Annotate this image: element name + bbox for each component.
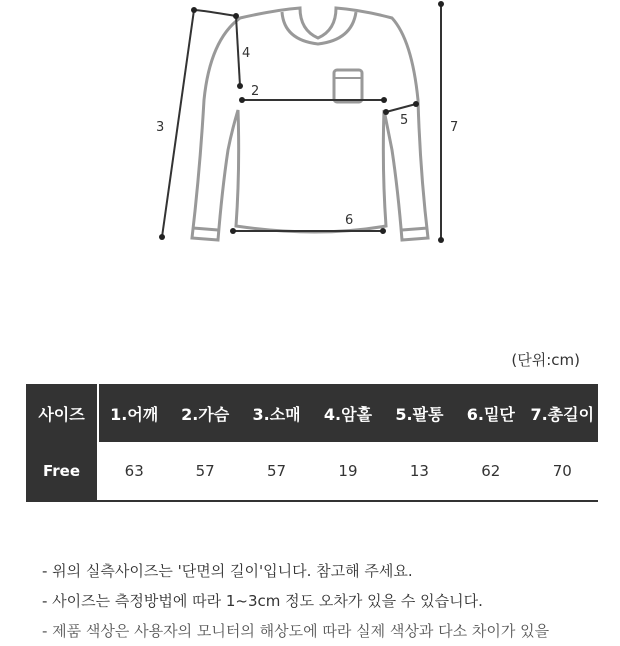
measure-dot	[230, 228, 236, 234]
value-sleeve-width: 13	[384, 442, 455, 501]
note-item: - 사이즈는 측정방법에 따라 1~3cm 정도 오차가 있을 수 있습니다.	[42, 592, 483, 610]
right-cuff-line	[402, 228, 428, 230]
measure-dot	[159, 234, 165, 240]
header-chest: 2.가슴	[169, 384, 240, 442]
header-total-length: 7.총길이	[527, 384, 598, 442]
pocket	[334, 70, 362, 102]
header-armhole: 4.암홀	[312, 384, 383, 442]
measure-dot	[383, 109, 389, 115]
note-item: - 제품 색상은 사용자의 모니터의 해상도에 따라 실제 색상과 다소 차이가 있을	[42, 622, 550, 640]
header-shoulder: 1.어깨	[98, 384, 169, 442]
neckline	[282, 12, 356, 44]
notes-list	[42, 556, 550, 640]
measure-label-7: 7	[450, 120, 459, 135]
header-size: 사이즈	[26, 384, 98, 442]
measure-dot	[438, 237, 444, 243]
value-shoulder: 63	[98, 442, 169, 501]
size-table-header-row	[26, 384, 598, 442]
measure-dot	[237, 83, 243, 89]
measure-label-6: 6	[345, 213, 354, 228]
value-chest: 57	[169, 442, 240, 501]
value-armhole: 19	[312, 442, 383, 501]
measure-label-4: 4	[242, 46, 251, 61]
header-sleeve: 3.소매	[241, 384, 312, 442]
table-row	[26, 442, 598, 501]
header-sleeve-width: 5.팔통	[384, 384, 455, 442]
measure-label-5: 5	[400, 113, 409, 128]
note-item: - 위의 실측사이즈는 '단면의 길이'입니다. 참고해 주세요.	[42, 562, 413, 580]
measure-dot	[239, 97, 245, 103]
header-hem: 6.밑단	[455, 384, 526, 442]
value-total-length: 70	[527, 442, 598, 501]
measure-label-3: 3	[156, 120, 165, 135]
measure-line-1	[194, 10, 236, 16]
size-cell: Free	[26, 442, 98, 501]
measure-dot	[380, 228, 386, 234]
measure-dot	[233, 13, 239, 19]
left-cuff-line	[193, 228, 218, 230]
measure-line-5	[386, 104, 416, 112]
tshirt-measurement-diagram	[0, 0, 620, 270]
size-table	[26, 384, 598, 502]
measure-line-3	[162, 10, 194, 237]
measure-dot	[413, 101, 419, 107]
value-sleeve: 57	[241, 442, 312, 501]
unit-label: (단위:cm)	[511, 351, 580, 369]
measure-dot	[438, 1, 444, 7]
measure-dot	[381, 97, 387, 103]
value-hem: 62	[455, 442, 526, 501]
measure-label-1: 1	[212, 8, 213, 9]
measure-line-4	[236, 16, 240, 86]
measure-dot	[191, 7, 197, 13]
measure-label-2: 2	[251, 84, 260, 99]
